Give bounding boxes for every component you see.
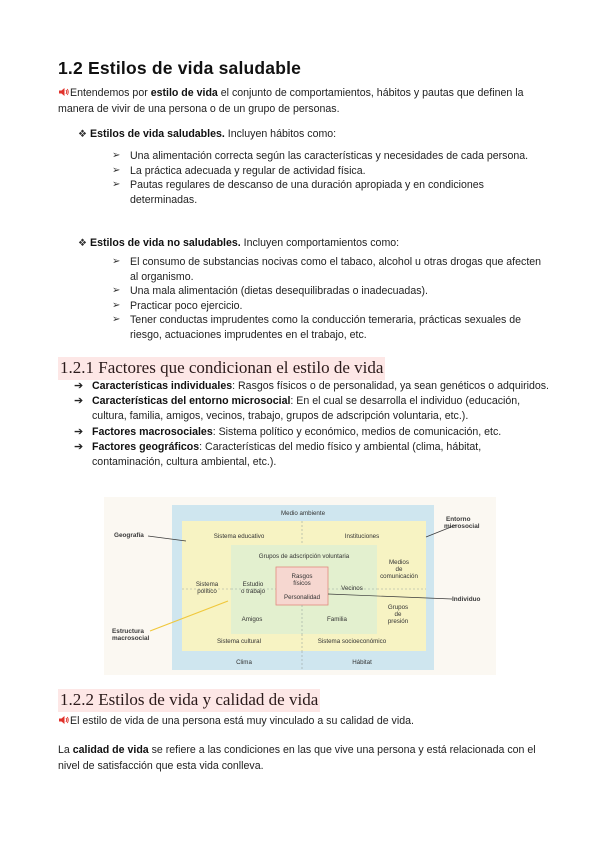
label-geografia: Geografía [114,532,144,539]
subsection-title-factors: 1.2.1 Factores que condicionan el estilo de vida [58,357,385,380]
label-entorno-2: microsocial [444,523,480,530]
label-rasgos-1: Rasgos [291,573,313,580]
healthy-title: Estilos de vida saludables. [90,128,225,140]
speaker-icon [58,715,69,725]
unhealthy-title: Estilos de vida no saludables. [90,237,241,249]
arrow-right-icon: ➔ [74,440,84,453]
list-item: ➢ Tener conductas imprudentes como la conducción temeraria, prácticas sexuales de riesgo, actuaciones imprudentes en el trabajo, etc. [112,314,521,341]
label-familia: Familia [327,616,347,623]
label-instituciones: Instituciones [344,533,380,540]
diamond-bullet-icon: ❖ [78,129,87,140]
healthy-rest: Incluyen hábitos como: [224,128,337,140]
label-entorno-1: Entorno [446,516,471,523]
label-grupos-presion-2: de [394,611,402,618]
speaker-icon [58,87,69,97]
list-item: ➢ Practicar poco ejercicio. [112,299,243,312]
label-personalidad: Personalidad [283,594,321,601]
label-medios-2: de [395,566,403,573]
label-sistema-socio: Sistema socioeconómico [317,638,387,645]
diamond-bullet-icon: ❖ [78,238,87,249]
label-estructura-1: Estructura [112,628,144,635]
label-estructura-2: macrosocial [112,635,150,642]
label-habitat: Hábitat [352,659,372,666]
label-sistema-politico-1: Sistema [195,581,219,588]
list-item: ➢ El consumo de substancias nocivas como el tabaco, alcohol u otras drogas que afecten al organismo. [112,256,542,283]
label-medio-ambiente: Medio ambiente [280,510,326,517]
healthy-heading [78,127,548,143]
list-item: ➢ Una alimentación correcta según las características y necesidades de cada persona. [112,150,529,162]
intro-post: el conjunto de comportamientos, hábitos y pautas que definen la manera de vivir de una persona o de un grupo de personas. [58,87,524,115]
arrow-bullet-icon: ➢ [112,314,121,326]
label-estudio-1: Estudio [242,581,264,588]
label-amigos: Amigos [241,616,263,623]
arrow-bullet-icon: ➢ [112,299,121,311]
label-vecinos: Vecinos [341,585,363,592]
lifestyle-factors-diagram [104,497,496,675]
arrow-bullet-icon: ➢ [112,256,121,267]
list-item: ➔ Factores geográficos: Características del medio físico y ambiental (clima, hábitat, contaminación, cultura ambiental, etc.). [74,440,482,469]
intro-pre: Entendemos por [70,87,151,99]
unhealthy-list [112,255,552,343]
healthy-list [112,149,552,207]
arrow-right-icon: ➔ [74,395,84,408]
label-medios-3: comunicación [380,573,418,580]
label-grupos-presion-3: presión [387,618,409,625]
list-item: ➔ Características del entorno microsocial: En el cual se desarrolla el individuo (educación, cultura, familia, amigos, vecinos, trabajo, grupos de adscripción voluntaria, etc.). [74,395,521,423]
factors-list [74,379,554,470]
quality-line-1: El estilo de vida de una persona está muy vinculado a su calidad de vida. [58,714,548,730]
arrow-right-icon: ➔ [74,425,84,438]
label-estudio-2: o trabajo [240,588,266,595]
section-title: 1.2 Estilos de vida saludable [58,58,302,78]
label-sistema-cultural: Sistema cultural [216,638,262,645]
list-item: ➢ Una mala alimentación (dietas desequilibradas o inadecuadas). [112,285,428,298]
list-item: ➢ La práctica adecuada y regular de actividad física. [112,164,366,177]
label-grupos-presion-1: Grupos [387,604,409,611]
label-medios-1: Medios [389,559,409,566]
arrow-bullet-icon: ➢ [112,150,121,161]
label-grupos-adscripcion: Grupos de adscripción voluntaria [258,553,350,560]
unhealthy-heading [78,236,548,252]
arrow-right-icon: ➔ [74,380,84,392]
arrow-bullet-icon: ➢ [112,179,121,191]
list-item: ➢ Pautas regulares de descanso de una duración apropiada y en condiciones determinadas. [112,179,484,206]
subsection-title-quality: 1.2.2 Estilos de vida y calidad de vida [58,689,320,712]
list-item: ➔ Factores macrosociales: Sistema político y económico, medios de comunicación, etc. [74,425,554,440]
label-individuo: Individuo [452,596,481,603]
label-sistema-educativo: Sistema educativo [213,533,265,540]
label-clima: Clima [236,659,252,666]
intro-bold: estilo de vida [150,87,218,99]
label-sistema-politico-2: político [197,588,217,595]
list-item: ➔ Características individuales: Rasgos físicos o de personalidad, ya sean genéticos o adquiridos. [74,379,554,394]
arrow-bullet-icon: ➢ [112,164,121,176]
label-rasgos-2: físicos [293,580,311,587]
unhealthy-rest: Incluyen comportamientos como: [240,237,400,249]
intro-paragraph [58,86,548,117]
quality-line-2: La calidad de vida se refiere a las condiciones en las que vive una persona y está relacionada con el nivel de satisfacción que esta vida conlleva. [58,744,536,772]
arrow-bullet-icon: ➢ [112,285,121,297]
